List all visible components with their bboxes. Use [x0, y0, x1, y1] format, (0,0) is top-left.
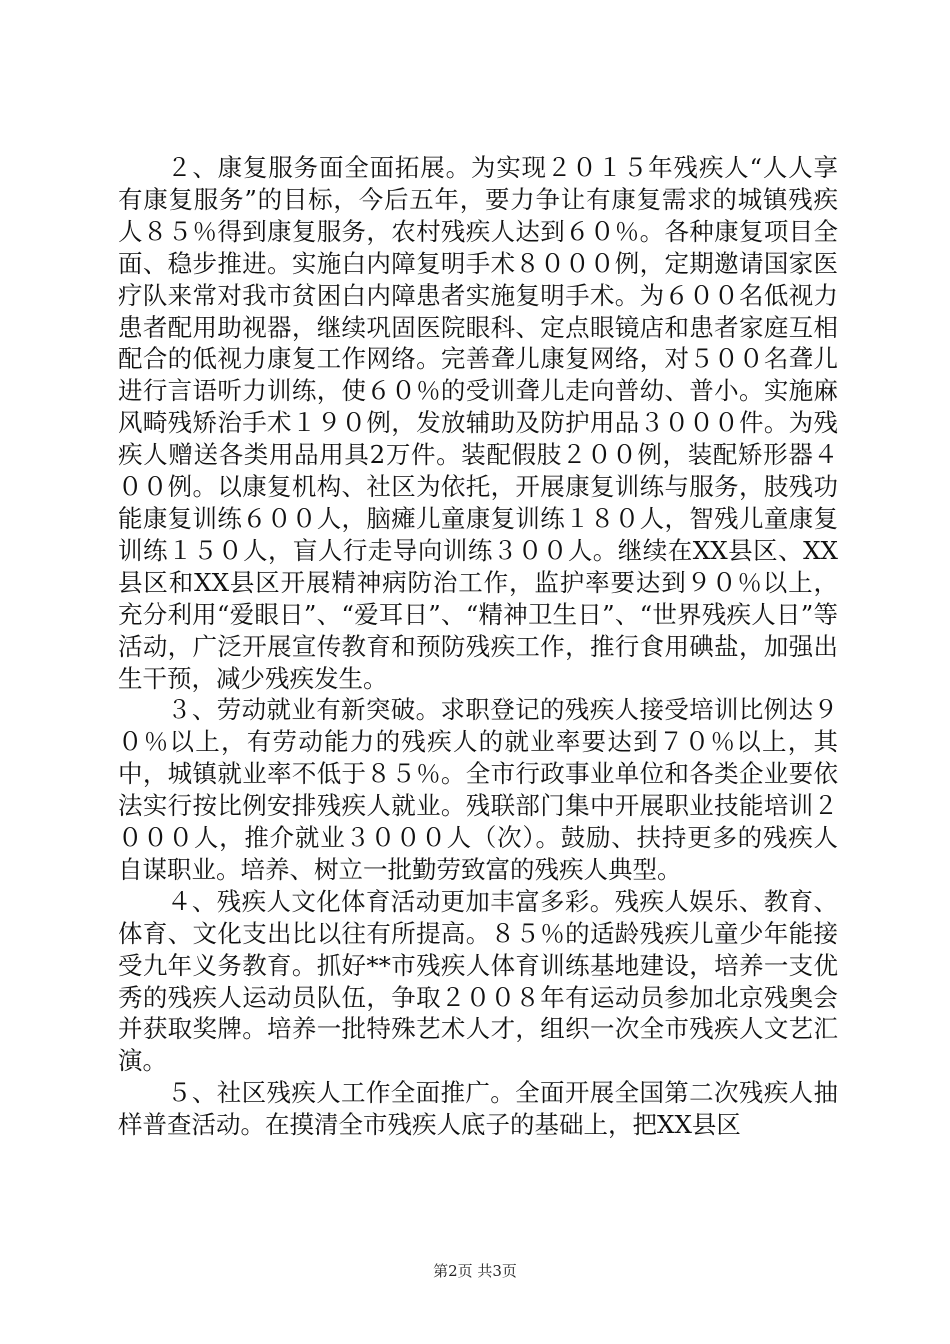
- paragraph-employment: ３、劳动就业有新突破。求职登记的残疾人接受培训比例达９０％以上，有劳动能力的残疾人的就业率要达到７０％以上，其中，城镇就业率不低于８５％。全市行政事业单位和各类企业要依法实行按比例安排残疾人就业。残联部门集中开展职业技能培训２０００人，推介就业３０００人（次）。鼓励、扶持更多的残疾人自谋职业。培养、树立一批勤劳致富的残疾人典型。: [118, 695, 838, 884]
- page-number-footer: 第2页 共3页: [433, 1262, 517, 1280]
- paragraph-rehabilitation: ２、康复服务面全面拓展。为实现２０１５年残疾人“人人享有康复服务”的目标，今后五年，要力争让有康复需求的城镇残疾人８５％得到康复服务，农村残疾人达到６０％。各种康复项目全面、稳步推进。实施白内障复明手术８０００例，定期邀请国家医疗队来常对我市贫困白内障患者实施复明手术。为６００名低视力患者配用助视器，继续巩固医院眼科、定点眼镜店和患者家庭互相配合的低视力康复工作网络。完善聋儿康复网络，对５００名聋儿进行言语听力训练，使６０％的受训聋儿走向普幼、普小。实施麻风畸残矫治手术１９０例，发放辅助及防护用品３０００件。为残疾人赠送各类用品用具2万件。装配假肢２００例，装配矫形器４００例。以康复机构、社区为依托，开展康复训练与服务，肢残功能康复训练６００人，脑瘫儿童康复训练１８０人，智残儿童康复训练１５０人，盲人行走导向训练３００人。继续在XX县区、XX县区和XX县区开展精神病防治工作，监护率要达到９０％以上，充分利用“爱眼日”、“爱耳日”、“精神卫生日”、“世界残疾人日”等活动，广泛开展宣传教育和预防残疾工作，推行食用碘盐，加强出生干预，减少残疾发生。: [118, 153, 838, 693]
- document-body: [118, 152, 838, 1141]
- paragraph-culture-sports: ４、残疾人文化体育活动更加丰富多彩。残疾人娱乐、教育、体育、文化支出比以往有所提高。８５％的适龄残疾儿童少年能接受九年义务教育。抓好**市残疾人体育训练基地建设，培养一支优秀的残疾人运动员队伍，争取２００８年有运动员参加北京残奥会并获取奖牌。培养一批特殊艺术人才，组织一次全市残疾人文艺汇演。: [118, 886, 838, 1076]
- paragraph-community: ５、社区残疾人工作全面推广。全面开展全国第二次残疾人抽样普查活动。在摸清全市残疾人底子的基础上，把XX县区: [118, 1078, 838, 1140]
